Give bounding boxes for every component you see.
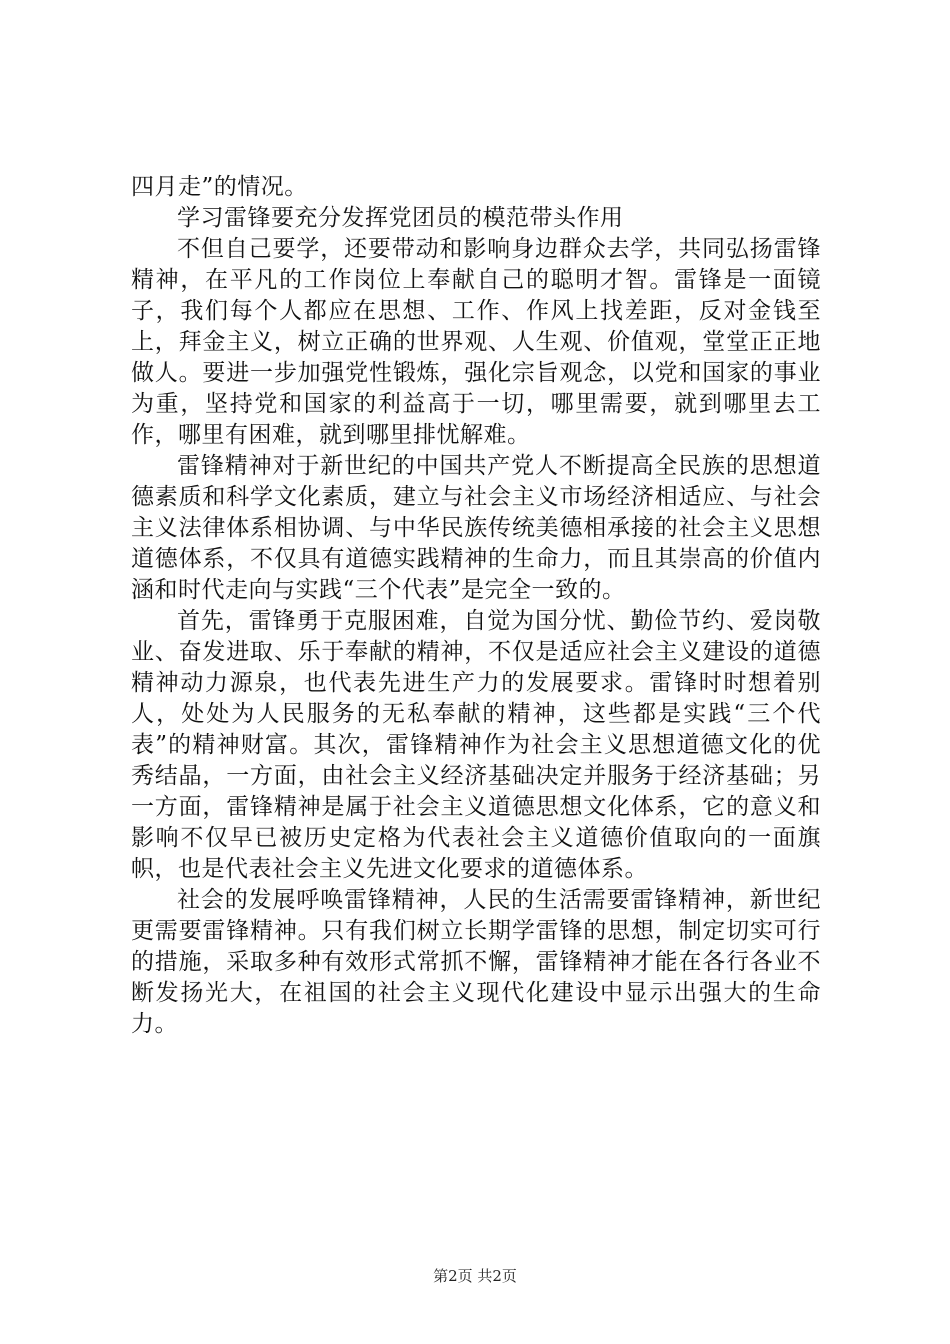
paragraph-3: 首先，雷锋勇于克服困难，自觉为国分忧、勤俭节约、爱岗敬业、奋发进取、乐于奉献的精神，不仅是适应社会主义建设的道德精神动力源泉，也代表先进生产力的发展要求。雷锋时时想着别人，处处为人民服务的无私奉献的精神，这些都是实践“三个代表”的精神财富。其次，雷锋精神作为社会主义思想道德文化的优秀结晶，一方面，由社会主义经济基础决定并服务于经济基础；另一方面，雷锋精神是属于社会主义道德思想文化体系，它的意义和影响不仅早已被历史定格为代表社会主义道德价值取向的一面旗帜，也是代表社会主义先进文化要求的道德体系。 [131,608,821,882]
paragraph-continuation: 四月走”的情况。 [131,174,308,200]
page-footer [0,1266,950,1286]
page-number-label: 第2页 共2页 [433,1267,517,1285]
paragraph-1: 不但自己要学，还要带动和影响身边群众去学，共同弘扬雷锋精神，在平凡的工作岗位上奉献自己的聪明才智。雷锋是一面镜子，我们每个人都应在思想、工作、作风上找差距，反对金钱至上，拜金主义，树立正确的世界观、人生观、价值观，堂堂正正地做人。要进一步加强党性锻炼，强化宗旨观念，以党和国家的事业为重，坚持党和国家的利益高于一切，哪里需要，就到哪里去工作，哪里有困难，就到哪里排忧解难。 [131,236,821,448]
paragraph-heading: 学习雷锋要充分发挥党团员的模范带头作用 [177,205,624,231]
paragraph-2: 雷锋精神对于新世纪的中国共产党人不断提高全民族的思想道德素质和科学文化素质，建立与社会主义市场经济相适应、与社会主义法律体系相协调、与中华民族传统美德相承接的社会主义思想道德体系，不仅具有道德实践精神的生命力，而且其崇高的价值内涵和时代走向与实践“三个代表”是完全一致的。 [131,453,821,603]
document-body [131,172,821,1040]
paragraph-4: 社会的发展呼唤雷锋精神，人民的生活需要雷锋精神，新世纪更需要雷锋精神。只有我们树立长期学雷锋的思想，制定切实可行的措施，采取多种有效形式常抓不懈，雷锋精神才能在各行各业不断发扬光大，在祖国的社会主义现代化建设中显示出强大的生命力。 [131,887,821,1037]
